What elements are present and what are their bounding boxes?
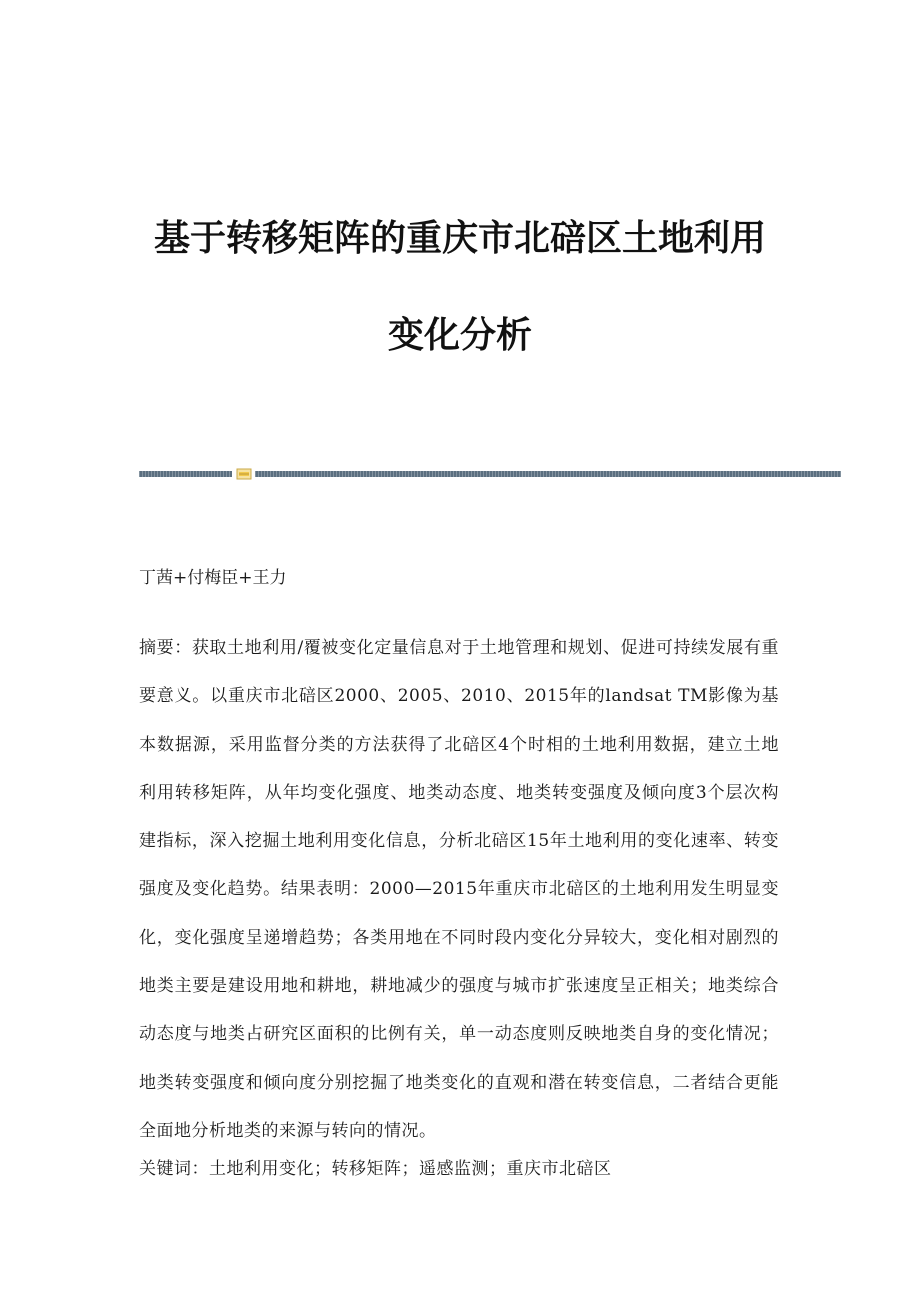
abstract-label: 摘要：	[139, 638, 192, 658]
title-divider-right	[255, 469, 841, 479]
paper-title-line-2: 变化分析	[387, 315, 532, 356]
authors: 丁茜+付梅臣+王力	[139, 568, 287, 588]
title-divider-left	[139, 469, 232, 479]
keywords	[139, 1157, 779, 1181]
keywords-label: 关键词：	[139, 1159, 209, 1179]
abstract-text: 获取土地利用/覆被变化定量信息对于土地管理和规划、促进可持续发展有重要意义。以重庆市北碚区2000、2005、2010、2015年的landsat TM影像为基本数据源，采用监督分类的方法获得了北碚区4个时相的土地利用数据，建立土地利用转移矩阵，从年均变化强度、地类动态度、地类转变强度及倾向度3个层次构建指标，深入挖掘土地利用变化信息，分析北碚区15年土地利用的变化速率、转变强度及变化趋势。结果表明：2000—2015年重庆市北碚区的土地利用发生明显变化，变化强度呈递增趋势；各类用地在不同时段内变化分异较大，变化相对剧烈的地类主要是建设用地和耕地，耕地减少的强度与城市扩张速度呈正相关；地类综合动态度与地类占研究区面积的比例有关，单一动态度则反映地类自身的变化情况；地类转变强度和倾向度分别挖掘了地类变化的直观和潜在转变信息，二者结合更能全面地分析地类的来源与转向的情况。	[139, 638, 780, 1141]
abstract	[139, 624, 779, 1155]
divider-ornament-icon	[236, 468, 252, 480]
paper-title-line-1: 基于转移矩阵的重庆市北碚区土地利用	[153, 218, 766, 259]
keywords-text: 土地利用变化；转移矩阵；遥感监测；重庆市北碚区	[209, 1159, 612, 1179]
